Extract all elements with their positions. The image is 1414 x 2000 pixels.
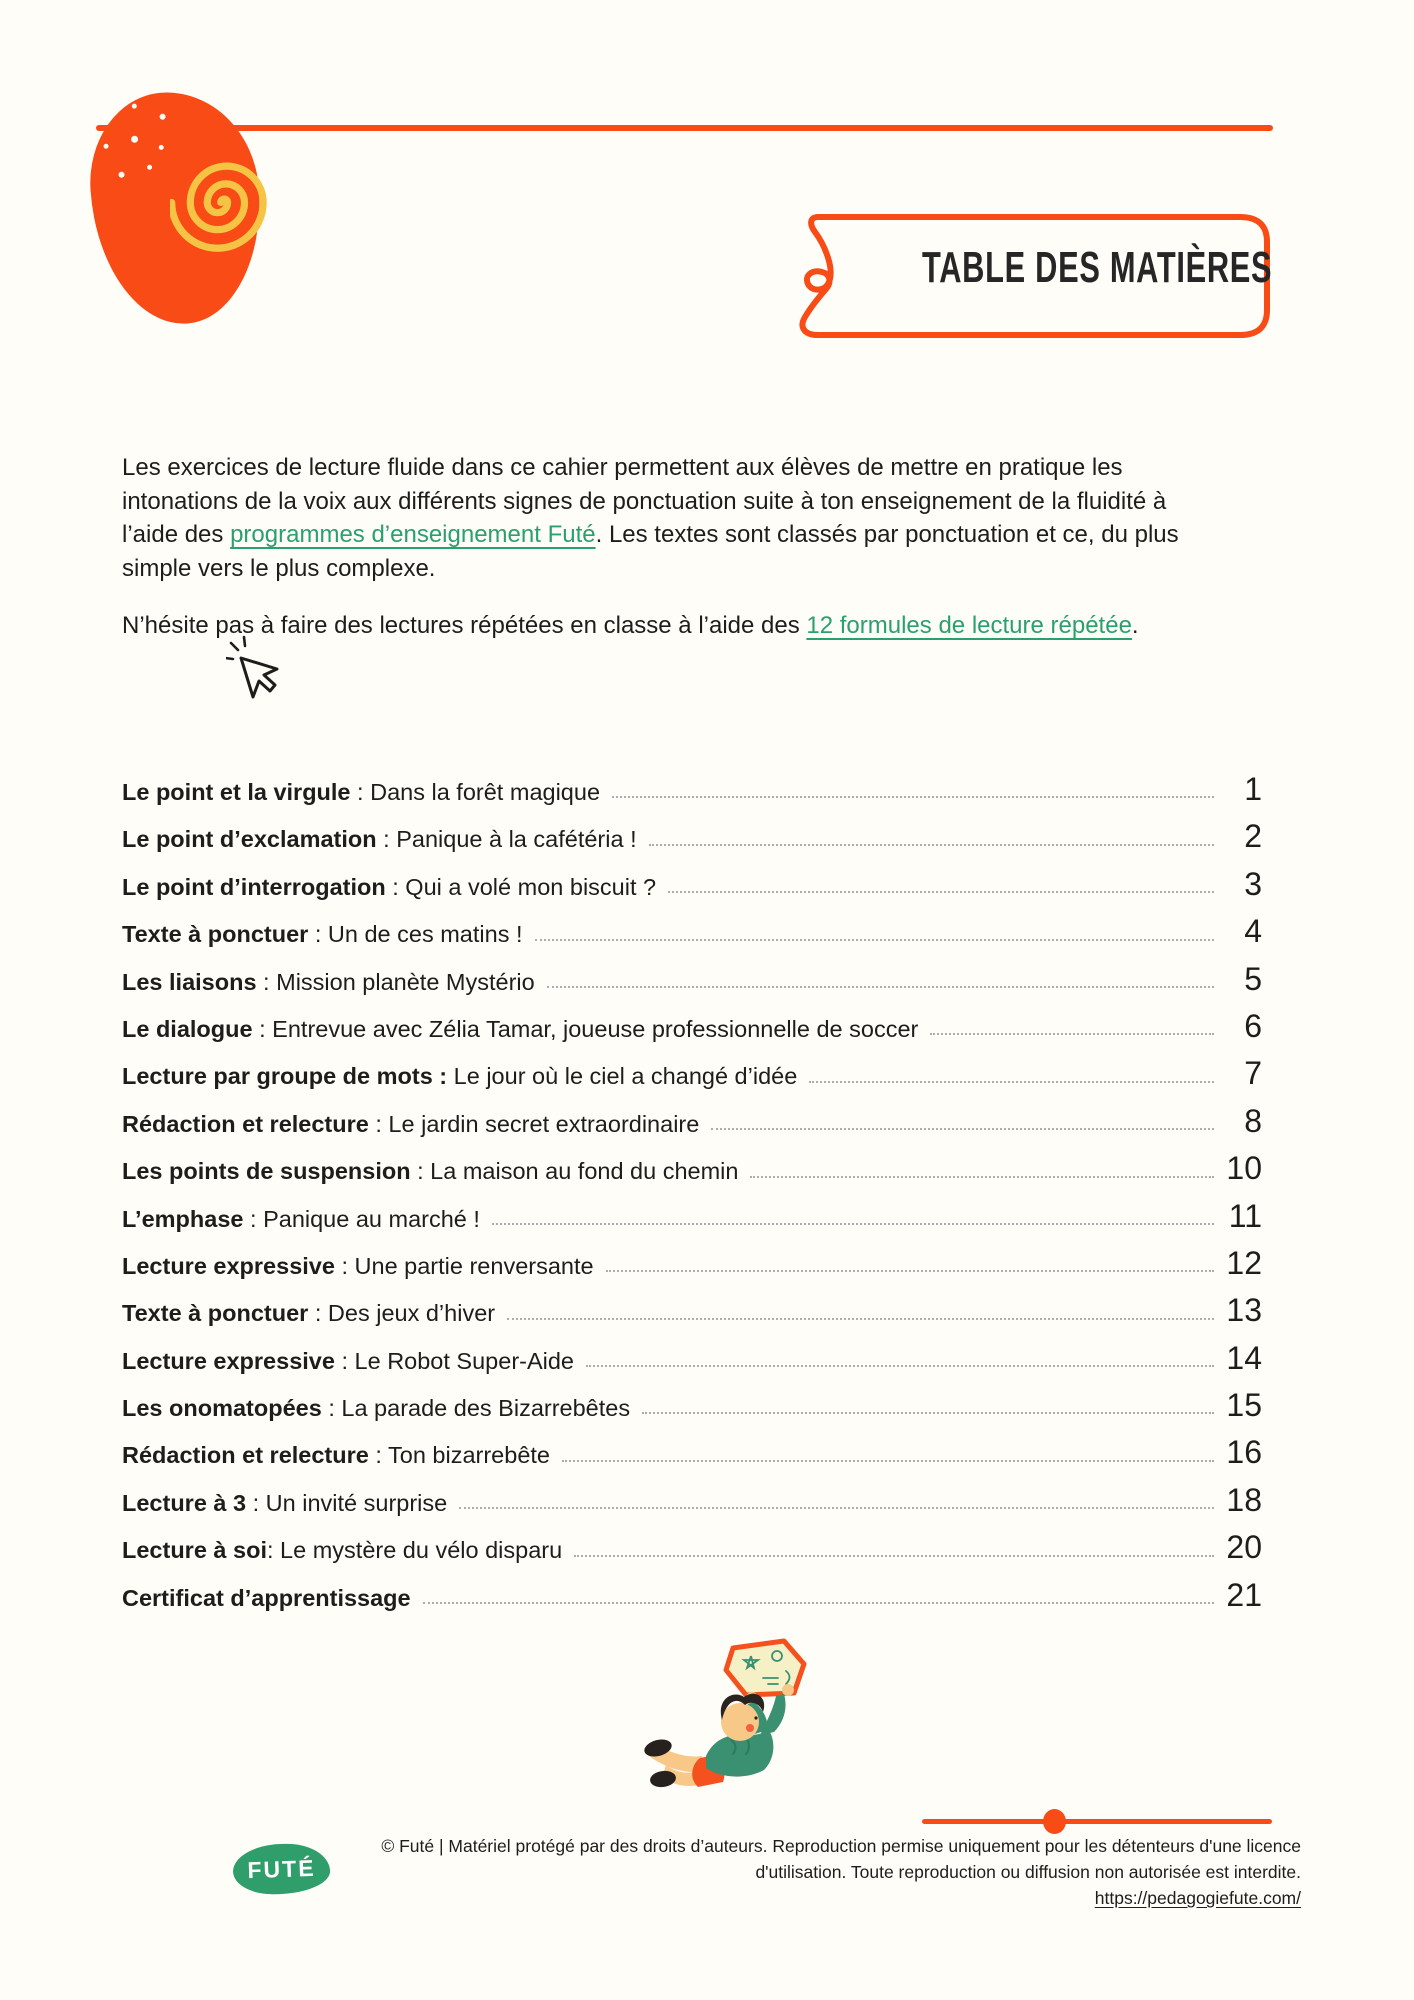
page-number: 21 bbox=[1226, 1576, 1262, 1613]
page-number: 15 bbox=[1226, 1387, 1262, 1424]
toc-subtitle: : Le Robot Super-Aide bbox=[334, 1347, 574, 1374]
toc-label: Lecture expressive bbox=[122, 1252, 335, 1279]
page-number: 4 bbox=[1244, 913, 1262, 950]
dotted-leader bbox=[649, 844, 1214, 846]
blob-dot bbox=[132, 103, 137, 108]
top-divider bbox=[96, 125, 1273, 131]
toc-list bbox=[122, 763, 1262, 1616]
page-number: 11 bbox=[1228, 1197, 1262, 1234]
toc-row bbox=[122, 1521, 1262, 1568]
page-number: 6 bbox=[1244, 1007, 1262, 1044]
dotted-leader bbox=[809, 1081, 1214, 1083]
dotted-leader bbox=[535, 939, 1214, 941]
blob-dot bbox=[103, 144, 108, 149]
dotted-leader bbox=[492, 1223, 1214, 1225]
toc-label: Lecture par groupe de mots : bbox=[122, 1063, 448, 1090]
toc-row bbox=[122, 905, 1262, 952]
cursor-click-icon bbox=[226, 634, 282, 710]
toc-label: Lecture à 3 bbox=[122, 1489, 247, 1516]
toc-subtitle: : La maison au fond du chemin bbox=[410, 1158, 739, 1185]
intro-paragraph bbox=[122, 451, 1307, 585]
toc-label: Texte à ponctuer bbox=[122, 1300, 309, 1327]
intro-paragraph bbox=[122, 609, 1307, 643]
toc-row bbox=[122, 1284, 1262, 1331]
text-run: N’hésite pas à faire des lectures répétées en classe à l’aide des bbox=[122, 612, 807, 639]
dotted-leader bbox=[711, 1128, 1214, 1130]
dotted-leader bbox=[423, 1602, 1214, 1604]
toc-label: Les onomatopées bbox=[122, 1395, 322, 1422]
blob-dot bbox=[131, 135, 138, 142]
toc-label: L’emphase bbox=[122, 1205, 244, 1232]
blob-dot bbox=[159, 114, 165, 120]
toc-row bbox=[122, 858, 1262, 905]
fute-logo-text: FUTÉ bbox=[247, 1854, 316, 1883]
toc-label: Le point d’interrogation bbox=[122, 873, 386, 900]
page-number: 2 bbox=[1244, 818, 1262, 855]
page-number: 16 bbox=[1226, 1434, 1262, 1471]
link-programmes-enseignement-fute[interactable]: programmes d’enseignement Futé bbox=[230, 521, 596, 548]
toc-subtitle: : Qui a volé mon biscuit ? bbox=[385, 873, 657, 900]
page-number: 18 bbox=[1226, 1481, 1262, 1518]
toc-row bbox=[122, 1000, 1262, 1047]
dotted-leader bbox=[612, 796, 1214, 798]
toc-label: Les liaisons bbox=[122, 968, 257, 995]
toc-subtitle: : La parade des Bizarrebêtes bbox=[321, 1395, 631, 1422]
dotted-leader bbox=[547, 986, 1214, 988]
text-run: l’aide des bbox=[122, 521, 231, 548]
footer-copyright bbox=[251, 1833, 1301, 1911]
toc-subtitle: : Panique à la cafétéria ! bbox=[376, 826, 637, 853]
toc-row bbox=[122, 1190, 1262, 1237]
blob-dot bbox=[147, 165, 152, 170]
dotted-leader bbox=[642, 1412, 1214, 1414]
page-number: 3 bbox=[1244, 865, 1262, 902]
dotted-leader bbox=[574, 1555, 1214, 1557]
toc-row bbox=[122, 1379, 1262, 1426]
toc-subtitle: : Le mystère du vélo disparu bbox=[266, 1537, 563, 1564]
toc-row bbox=[122, 953, 1262, 1000]
footer-divider bbox=[922, 1819, 1272, 1824]
dotted-leader bbox=[562, 1460, 1214, 1462]
toc-subtitle: : Dans la forêt magique bbox=[350, 779, 601, 805]
toc-label: Rédaction et relecture bbox=[122, 1442, 369, 1469]
pedagogiefute-link[interactable]: https://pedagogiefute.com/ bbox=[1094, 1888, 1301, 1908]
toc-label: Lecture à soi bbox=[122, 1537, 267, 1564]
blob-dot bbox=[118, 172, 124, 178]
toc-subtitle: : Un de ces matins ! bbox=[308, 921, 523, 948]
dotted-leader bbox=[507, 1318, 1214, 1320]
toc-label: Le point d’exclamation bbox=[122, 826, 377, 853]
toc-label: Texte à ponctuer bbox=[122, 921, 309, 948]
toc-subtitle: Le jour où le ciel a changé d’idée bbox=[447, 1063, 798, 1090]
toc-row bbox=[122, 1095, 1262, 1142]
page-number: 5 bbox=[1244, 960, 1262, 997]
dotted-leader bbox=[586, 1365, 1214, 1367]
toc-label: Lecture expressive bbox=[122, 1347, 335, 1374]
copyright-line: d'utilisation. Toute reproduction ou diffusion non autorisée est interdite. bbox=[755, 1862, 1301, 1882]
toc-subtitle: : Panique au marché ! bbox=[243, 1205, 480, 1232]
toc-label: Le point et la virgule bbox=[122, 779, 351, 805]
toc-row bbox=[122, 1237, 1262, 1284]
toc-subtitle: : Des jeux d’hiver bbox=[308, 1300, 496, 1327]
text-run: . Les textes sont classés par ponctuation et ce, du plus bbox=[595, 521, 1179, 548]
toc-label: Certificat d’apprentissage bbox=[122, 1584, 411, 1611]
dotted-leader bbox=[750, 1176, 1214, 1178]
page-number: 20 bbox=[1226, 1529, 1262, 1566]
toc-row bbox=[122, 810, 1262, 857]
page-number: 7 bbox=[1244, 1055, 1262, 1092]
page-number: 14 bbox=[1226, 1339, 1262, 1376]
dotted-leader bbox=[930, 1033, 1214, 1035]
toc-row bbox=[122, 1142, 1262, 1189]
blob-dot bbox=[159, 145, 164, 150]
dotted-leader bbox=[606, 1270, 1214, 1272]
toc-subtitle: : Entrevue avec Zélia Tamar, joueuse professionnelle de soccer bbox=[252, 1015, 919, 1042]
toc-row bbox=[122, 1047, 1262, 1094]
toc-subtitle: : Mission planète Mystério bbox=[256, 968, 535, 995]
page-title: TABLE DES MATIÈRES bbox=[922, 243, 1273, 292]
text-run: simple vers le plus complexe. bbox=[122, 554, 436, 582]
page-number: 10 bbox=[1226, 1150, 1262, 1187]
toc-label: Rédaction et relecture bbox=[122, 1110, 369, 1137]
page-number: 12 bbox=[1226, 1244, 1262, 1281]
toc-row bbox=[122, 1474, 1262, 1521]
footer-divider-dot bbox=[1043, 1809, 1066, 1834]
toc-subtitle: : Un invité surprise bbox=[246, 1489, 448, 1516]
toc-row bbox=[122, 763, 1262, 810]
page-number: 8 bbox=[1244, 1102, 1262, 1139]
text-run: . bbox=[1131, 612, 1139, 639]
page-number: 13 bbox=[1226, 1292, 1262, 1329]
toc-row bbox=[122, 1332, 1262, 1379]
blob-dot bbox=[105, 112, 112, 119]
link-12-formules-lecture-repetee[interactable]: 12 formules de lecture répétée bbox=[806, 612, 1132, 639]
spiral-icon bbox=[170, 150, 275, 255]
dotted-leader bbox=[668, 891, 1214, 893]
copyright-line: © Futé | Matériel protégé par des droits d’auteurs. Reproduction permise uniquement pour les détenteurs d'une licence bbox=[381, 1836, 1301, 1856]
intro-section bbox=[122, 451, 1307, 643]
toc-subtitle: : Ton bizarrebête bbox=[368, 1442, 550, 1469]
child-illustration bbox=[636, 1638, 856, 1828]
page-number: 1 bbox=[1244, 771, 1262, 807]
dotted-leader bbox=[459, 1507, 1214, 1509]
toc-subtitle: : Le jardin secret extraordinaire bbox=[368, 1110, 700, 1137]
toc-row bbox=[122, 1426, 1262, 1473]
toc-subtitle: : Une partie renversante bbox=[334, 1252, 594, 1279]
toc-label: Les points de suspension bbox=[122, 1158, 411, 1185]
toc-label: Le dialogue bbox=[122, 1015, 253, 1042]
toc-row bbox=[122, 1569, 1262, 1616]
text-run: Les exercices de lecture fluide dans ce cahier permettent aux élèves de mettre en pratique les bbox=[122, 454, 1123, 481]
text-run: intonations de la voix aux différents signes de ponctuation suite à ton enseignement de la fluidité à bbox=[122, 487, 1167, 515]
table-of-contents-badge bbox=[762, 212, 1272, 340]
